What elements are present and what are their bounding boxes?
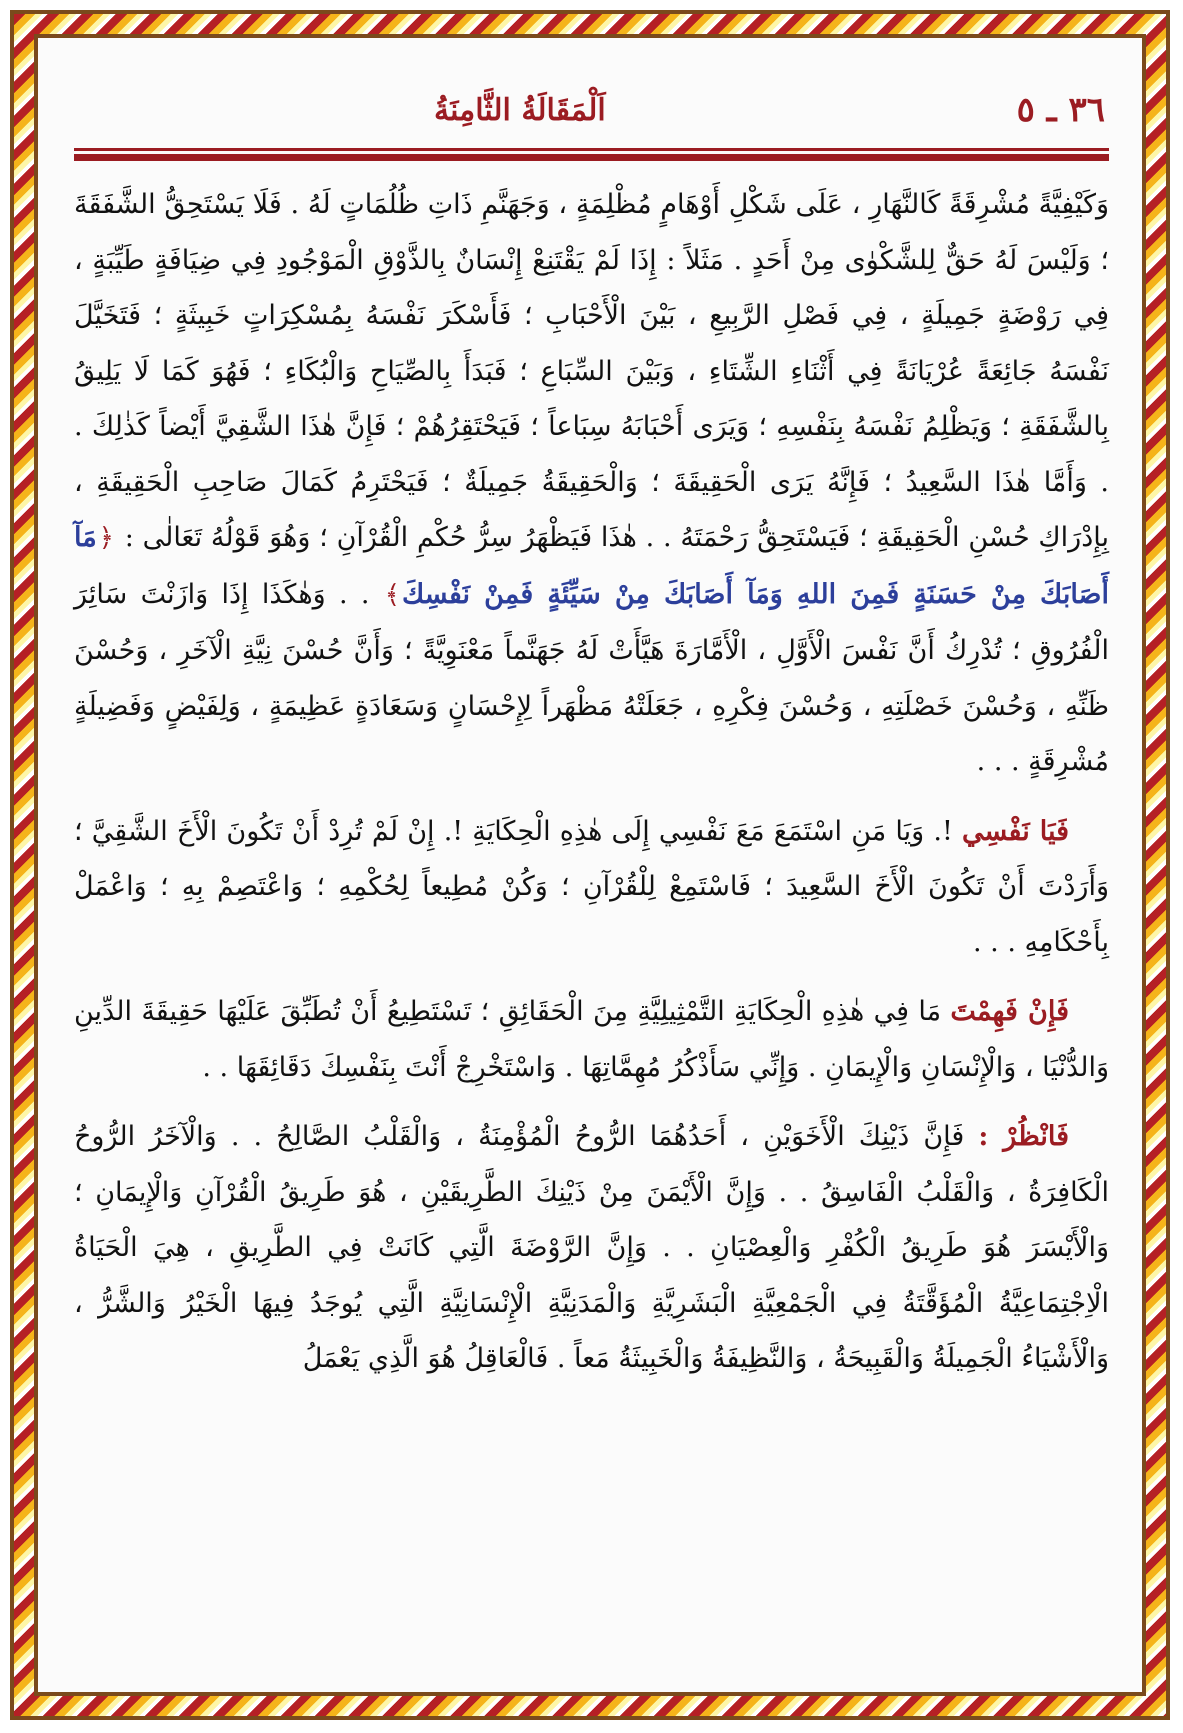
- emphasis-heading: فَإِنْ فَهِمْتَ: [950, 996, 1069, 1027]
- emphasis-heading: فَانْظُرْ :: [978, 1121, 1069, 1152]
- quran-verse: مَآ أَصَابَكَ مِنْ حَسَنَةٍ فَمِنَ اللهِ وَمَآ أَصَابَكَ مِنْ سَيِّئَةٍ فَمِنْ نَفْسِكَ: [74, 522, 1109, 610]
- chapter-title: اَلْمَقَالَةُ الثَّامِنَةُ: [434, 92, 606, 128]
- paragraph-text: مَا فِي هٰذِهِ الْحِكَايَةِ التَّمْثِيلِيَّةِ مِنَ الْحَقَائِقِ ؛ تَسْتَطِيعُ أَنْ تُطَبِّقَ عَلَيْهَا حَقِيقَةَ الدِّينِ وَالدُّنْيَا ، وَالْإِنْسَانِ وَالْإِيمَانِ . وَإِنِّي سَأَذْكُرُ مُهِمَّاتِهَا . وَاسْتَخْرِجْ أَنْتَ بِنَفْسِكَ دَقَائِقَهَا . .: [74, 996, 1109, 1083]
- header-rule-thin: [74, 148, 1109, 151]
- paragraph-text: . . وَهٰكَذَا إِذَا وَازَنْتَ سَائِرَ الْفُرُوقِ ؛ تُدْرِكُ أَنَّ نَفْسَ الْأَوَّلِ ، الْأَمَّارَةَ هَيَّأَتْ لَهُ جَهَنَّماً مَعْنَوِيَّةً ؛ وَأَنَّ حُسْنَ نِيَّةِ الْآخَرِ ، وَحُسْنَ ظَنِّهِ ، وَحُسْنَ خَصْلَتِهِ ، وَحُسْنَ فِكْرِهِ ، جَعَلَتْهُ مَظْهَراً لِإِحْسَانٍ وَسَعَادَةٍ عَظِيمَةٍ ، وَلِفَيْضٍ وَفَضِيلَةٍ مُشْرِقَةٍ . . .: [74, 578, 1109, 777]
- header-rule-thick: [74, 154, 1109, 161]
- paragraph-text: وَكَيْفِيَّةً مُشْرِقَةً كَالنَّهَارِ ، عَلَى شَكْلِ أَوْهَامٍ مُظْلِمَةٍ ، وَجَهَنَّمِ ذَاتِ ظُلُمَاتٍ لَهُ . فَلَا يَسْتَحِقُّ الشَّفَقَةَ ؛ وَلَيْسَ لَهُ حَقٌّ لِلشَّكْوٰى مِنْ أَحَدٍ . مَثَلاً : إِذَا لَمْ يَقْتَنِعْ إِنْسَانٌ بِالذَّوْقِ الْمَوْجُودِ فِي ضِيَافَةٍ طَيِّبَةٍ ، فِي رَوْضَةٍ جَمِيلَةٍ ، فِي فَصْلِ الرَّبِيعِ ، بَيْنَ الْأَحْبَابِ ؛ فَأَسْكَرَ نَفْسَهُ بِمُسْكِرَاتٍ خَبِيثَةٍ ؛ فَتَخَيَّلَ نَفْسَهُ جَائِعَةً عُرْيَانَةً فِي أَثْنَاءِ الشِّتَاءِ ، وَبَيْنَ السِّبَاعِ ؛ فَبَدَأَ بِالصِّيَاحِ وَالْبُكَاءِ ؛ فَهُوَ كَمَا لَا يَلِيقُ بِالشَّفَقَةِ ؛ وَيَظْلِمُ نَفْسَهُ بِنَفْسِهِ ؛ وَيَرَى أَحْبَابَهُ سِبَاعاً ؛ فَيَحْتَقِرُهُمْ ؛ فَإِنَّ هٰذَا الشَّقِيَّ أَيْضاً كَذٰلِكَ . . وَأَمَّا هٰذَا السَّعِيدُ ؛ فَإِنَّهُ يَرَى الْحَقِيقَةَ ؛ وَالْحَقِيقَةُ جَمِيلَةٌ ؛ فَيَحْتَرِمُ كَمَالَ صَاحِبِ الْحَقِيقَةِ ، بِإِدْرَاكِ حُسْنِ الْحَقِيقَةِ ؛ فَيَسْتَحِقُّ رَحْمَتَهُ . . هٰذَا فَيَظْهَرُ سِرُّ حُكْمِ الْقُرْآنِ ؛ وَهُوَ قَوْلُهُ تَعَالٰى :: [74, 189, 1109, 553]
- paragraph-1: [74, 177, 1109, 790]
- quran-open-ornament-icon: ﴿: [98, 523, 114, 553]
- page-number: ٣٦ ـ ٥: [1016, 90, 1105, 130]
- paragraph-text: !. وَيَا مَنِ اسْتَمَعَ مَعَ نَفْسِي إِلَى هٰذِهِ الْحِكَايَةِ !. إِنْ لَمْ تُرِدْ أَنْ تَكُونَ الْأَخَ الشَّقِيَّ ؛ وَأَرَدْتَ أَنْ تَكُونَ الْأَخَ السَّعِيدَ ؛ فَاسْتَمِعْ لِلْقُرْآنِ ؛ وَكُنْ مُطِيعاً لِحُكْمِهِ ؛ وَاعْتَصِمْ بِهِ ؛ وَاعْمَلْ بِأَحْكَامِهِ . . .: [74, 815, 1109, 958]
- book-page: [74, 80, 1109, 1660]
- paragraph-text: فَإِنَّ ذَيْنِكَ الْأَخَوَيْنِ ، أَحَدُهُمَا الرُّوحُ الْمُؤْمِنَةُ ، وَالْقَلْبُ الصَّالِحُ . . وَالْآخَرُ الرُّوحُ الْكَافِرَةُ ، وَالْقَلْبُ الْفَاسِقُ . . وَإِنَّ الْأَيْمَنَ مِنْ ذَيْنِكَ الطَّرِيقَيْنِ ، هُوَ طَرِيقُ الْقُرْآنِ وَالْإِيمَانِ ؛ وَالْأَيْسَرَ هُوَ طَرِيقُ الْكُفْرِ وَالْعِصْيَانِ . . وَإِنَّ الرَّوْضَةَ الَّتِي كَانَتْ فِي الطَّرِيقِ ، هِيَ الْحَيَاةُ الْاِجْتِمَاعِيَّةُ الْمُؤَقَّتَةُ فِي الْجَمْعِيَّةِ الْبَشَرِيَّةِ وَالْمَدَنِيَّةِ الْإِنْسَانِيَّةِ الَّتِي يُوجَدُ فِيهَا الْخَيْرُ وَالشَّرُّ ، وَالْأَشْيَاءُ الْجَمِيلَةُ وَالْقَبِيحَةُ ، وَالنَّظِيفَةُ وَالْخَبِيثَةُ مَعاً . فَالْعَاقِلُ هُوَ الَّذِي يَعْمَلُ: [74, 1121, 1109, 1374]
- paragraph-2: [74, 804, 1109, 971]
- quran-close-ornament-icon: ﴾: [384, 579, 401, 610]
- emphasis-heading: فَيَا نَفْسِي: [961, 815, 1069, 847]
- body-text: [74, 177, 1109, 1387]
- paragraph-3: [74, 984, 1109, 1095]
- page-header: [74, 80, 1109, 140]
- paragraph-4: [74, 1109, 1109, 1387]
